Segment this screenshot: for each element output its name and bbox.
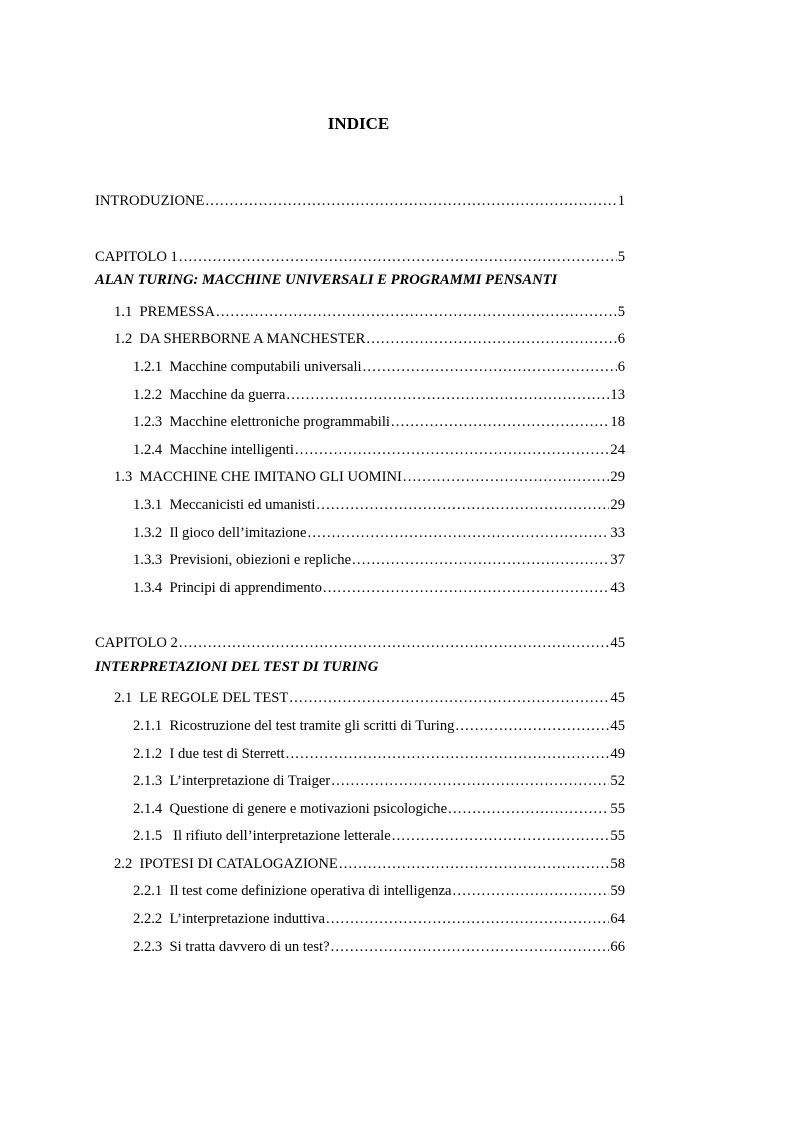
leader-dots [448, 800, 609, 818]
toc-entry-2-1-2 [133, 741, 625, 763]
toc-entry-page: 6 [617, 359, 625, 375]
toc-entry-text: Macchine intelligenti [169, 442, 294, 458]
toc-entry-label [133, 579, 322, 597]
chapter-1-subtitle: ALAN TURING: MACCHINE UNIVERSALI E PROGRAMMI PENSANTI [95, 272, 558, 288]
toc-entry-number: 1.3.3 [133, 552, 163, 568]
toc-entry-label [114, 330, 365, 348]
leader-dots [286, 386, 609, 404]
leader-dots [316, 496, 609, 514]
toc-entry-page: 33 [610, 525, 625, 541]
toc-entry-label: INTRODUZIONE [95, 193, 205, 209]
toc-entry-label [133, 745, 285, 763]
leader-dots [339, 855, 610, 873]
toc-entry-label [133, 910, 325, 928]
toc-entry-number: 1.3.4 [133, 580, 163, 596]
toc-entry-text: LE REGOLE DEL TEST [139, 690, 289, 706]
toc-entry-page: 55 [610, 801, 625, 817]
toc-entry-number: 2.1 [114, 690, 133, 706]
leader-dots [331, 938, 610, 956]
toc-entry-page: 6 [617, 331, 625, 347]
toc-entry-2-1-4 [133, 796, 625, 818]
toc-entry-text: MACCHINE CHE IMITANO GLI UOMINI [139, 469, 402, 485]
toc-entry-label [114, 303, 215, 321]
toc-entry-text: L’interpretazione di Traiger [169, 773, 331, 789]
toc-entry-1-3 [114, 464, 625, 486]
toc-entry-number: 1.2.4 [133, 442, 163, 458]
toc-entry-page: 37 [610, 552, 625, 568]
toc-entry-label [114, 689, 288, 707]
page-title: INDICE [327, 114, 390, 133]
leader-dots [326, 910, 609, 928]
toc-entry-1-3-1 [133, 492, 625, 514]
toc-entry-label: CAPITOLO 2 [95, 635, 178, 651]
toc-entry-label [133, 772, 330, 790]
leader-dots [216, 303, 617, 321]
toc-entry-1-1 [114, 299, 625, 321]
toc-entry-page: 24 [610, 442, 625, 458]
toc-entry-label [133, 496, 315, 514]
leader-dots [392, 827, 610, 845]
toc-entry-label [133, 358, 362, 376]
toc-entry-text: Si tratta davvero di un test? [169, 939, 330, 955]
toc-entry-number: 1.2.1 [133, 359, 163, 375]
toc-entry-page: 66 [610, 939, 625, 955]
toc-entry-page: 45 [610, 718, 625, 734]
toc-entry-label [133, 938, 330, 956]
leader-dots [286, 745, 610, 763]
toc-entry-1-3-4 [133, 575, 625, 597]
leader-dots [403, 468, 610, 486]
toc-entry-text: Il gioco dell’imitazione [169, 525, 307, 541]
toc-entry-text: Macchine elettroniche programmabili [169, 414, 390, 430]
leader-dots [179, 634, 610, 652]
toc-entry-number: 2.2.3 [133, 939, 163, 955]
toc-entry-page: 5 [617, 304, 625, 320]
toc-entry-number: 1.2.3 [133, 414, 163, 430]
toc-entry-text: PREMESSA [139, 304, 215, 320]
toc-entry-number: 1.3 [114, 469, 133, 485]
toc-entry-number: 2.1.2 [133, 746, 163, 762]
leader-dots [179, 248, 617, 266]
toc-entry-page: 58 [610, 856, 625, 872]
toc-entry-text: Macchine da guerra [169, 387, 286, 403]
toc-entry-number: 2.1.4 [133, 801, 163, 817]
toc-entry-text: Questione di genere e motivazioni psicologiche [169, 801, 448, 817]
leader-dots [331, 772, 609, 790]
toc-entry-label [114, 468, 402, 486]
leader-dots [323, 579, 610, 597]
toc-entry-page: 59 [610, 883, 625, 899]
toc-entry-capitolo-2 [95, 630, 625, 652]
toc-entry-label [133, 551, 351, 569]
toc-entry-number: 1.3.2 [133, 525, 163, 541]
toc-entry-page: 18 [610, 414, 625, 430]
toc-entry-1-2-3 [133, 409, 625, 431]
toc-entry-number: 2.2.1 [133, 883, 163, 899]
leader-dots [363, 358, 617, 376]
toc-entry-label [133, 827, 391, 845]
leader-dots [205, 192, 616, 210]
toc-entry-text: L’interpretazione induttiva [169, 911, 325, 927]
toc-entry-page: 45 [610, 690, 625, 706]
toc-entry-page: 45 [610, 635, 625, 651]
toc-entry-1-2 [114, 326, 625, 348]
toc-entry-1-3-3 [133, 547, 625, 569]
toc-entry-2-1-5 [133, 823, 625, 845]
chapter-2-subtitle: INTERPRETAZIONI DEL TEST DI TURING [95, 659, 379, 675]
toc-entry-text: DA SHERBORNE A MANCHESTER [139, 331, 366, 347]
toc-entry-page: 43 [610, 580, 625, 596]
toc-entry-number: 1.2 [114, 331, 133, 347]
toc-entry-number: 2.1.5 [133, 828, 163, 844]
toc-entry-page: 64 [610, 911, 625, 927]
toc-entry-2-1 [114, 685, 625, 707]
toc-entry-text: Ricostruzione del test tramite gli scritti di Turing [169, 718, 455, 734]
toc-entry-2-2-3 [133, 934, 625, 956]
leader-dots [289, 689, 609, 707]
leader-dots [366, 330, 616, 348]
toc-entry-1-2-2 [133, 382, 625, 404]
toc-entry-2-2 [114, 851, 625, 873]
toc-entry-page: 52 [610, 773, 625, 789]
toc-entry-page: 55 [610, 828, 625, 844]
toc-entry-text: Il rifiuto dell’interpretazione letterale [169, 828, 391, 844]
leader-dots [391, 413, 609, 431]
toc-entry-text: IPOTESI DI CATALOGAZIONE [139, 856, 338, 872]
toc-entry-text: Previsioni, obiezioni e repliche [169, 552, 352, 568]
toc-entry-label [133, 800, 447, 818]
toc-entry-number: 1.1 [114, 304, 133, 320]
toc-entry-number: 1.2.2 [133, 387, 163, 403]
toc-entry-number: 2.1.1 [133, 718, 163, 734]
toc-entry-1-2-4 [133, 437, 625, 459]
toc-entry-1-2-1 [133, 354, 625, 376]
toc-entry-label [133, 717, 454, 735]
toc-entry-number: 2.1.3 [133, 773, 163, 789]
toc-entry-introduzione [95, 188, 625, 210]
toc-entry-2-1-3 [133, 768, 625, 790]
toc-entry-text: Meccanicisti ed umanisti [169, 497, 316, 513]
toc-entry-label [133, 524, 306, 542]
leader-dots [455, 717, 609, 735]
toc-entry-page: 29 [610, 497, 625, 513]
toc-entry-number: 2.2.2 [133, 911, 163, 927]
toc-entry-text: Principi di apprendimento [169, 580, 322, 596]
toc-entry-number: 2.2 [114, 856, 133, 872]
toc-entry-page: 49 [610, 746, 625, 762]
toc-entry-2-2-2 [133, 906, 625, 928]
toc-entry-2-1-1 [133, 713, 625, 735]
toc-entry-label: CAPITOLO 1 [95, 249, 178, 265]
toc-entry-label [133, 386, 285, 404]
toc-entry-page: 5 [617, 249, 625, 265]
toc-entry-capitolo-1 [95, 244, 625, 266]
toc-entry-text: I due test di Sterrett [169, 746, 285, 762]
toc-entry-page: 29 [610, 469, 625, 485]
toc-entry-text: Il test come definizione operativa di intelligenza [169, 883, 452, 899]
toc-entry-page: 13 [610, 387, 625, 403]
toc-entry-page: 1 [617, 193, 625, 209]
toc-entry-label [133, 441, 294, 459]
leader-dots [453, 882, 610, 900]
toc-entry-text: Macchine computabili universali [169, 359, 362, 375]
toc-entry-number: 1.3.1 [133, 497, 163, 513]
leader-dots [295, 441, 610, 459]
toc-entry-2-2-1 [133, 878, 625, 900]
leader-dots [307, 524, 609, 542]
toc-entry-label [114, 855, 338, 873]
toc-entry-label [133, 413, 390, 431]
leader-dots [352, 551, 609, 569]
toc-entry-1-3-2 [133, 520, 625, 542]
toc-entry-label [133, 882, 452, 900]
